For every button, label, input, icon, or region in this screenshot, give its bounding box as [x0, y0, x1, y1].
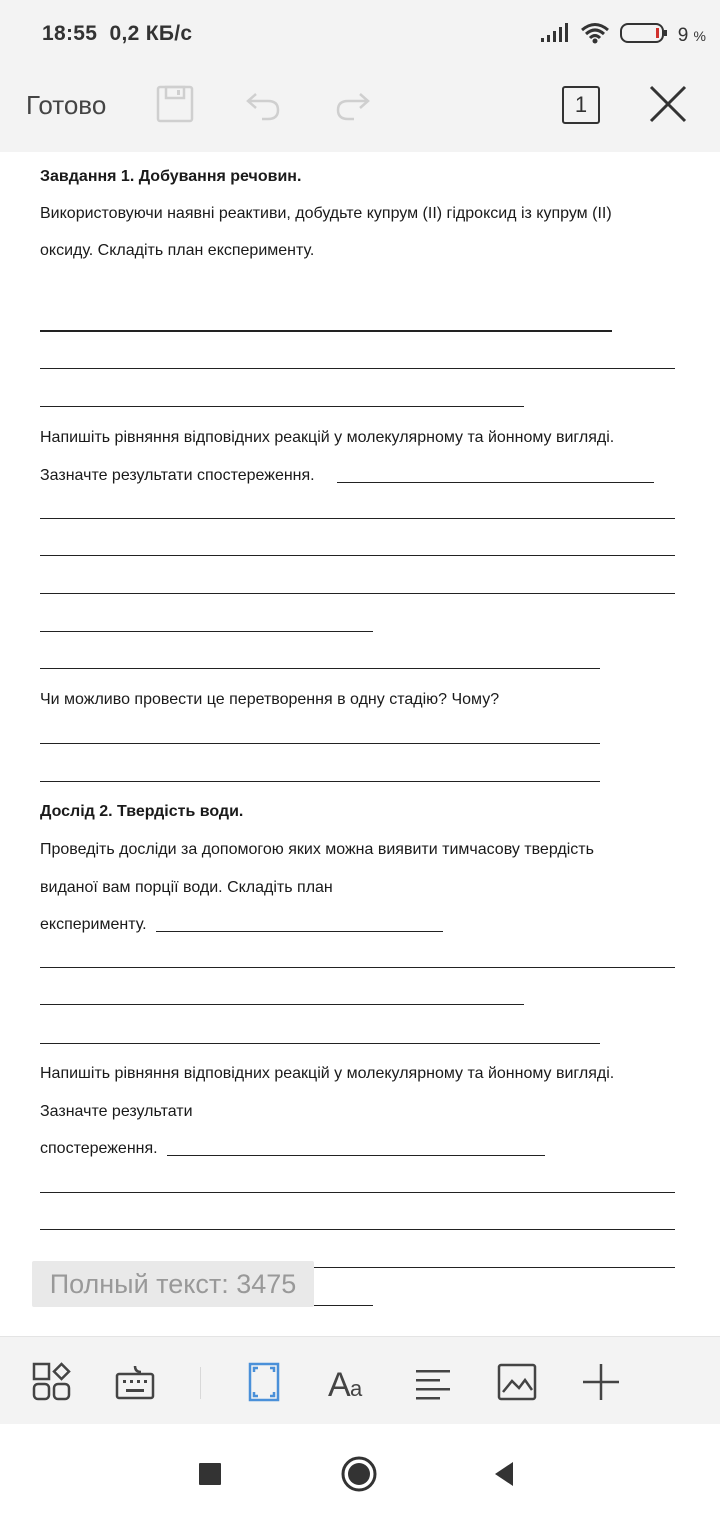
answer-line [40, 406, 524, 407]
svg-text:a: a [350, 1376, 363, 1401]
answer-line [337, 482, 654, 483]
status-bar [0, 0, 720, 70]
equations2-line1: Напишіть рівняння відповідних реакцій у молекулярному та йонному вигляді. [40, 1065, 615, 1082]
done-button[interactable]: Готово [26, 90, 107, 120]
experiment2-title: Дослід 2. Твердість води. [40, 803, 244, 820]
status-time-speed [42, 22, 192, 46]
battery-value: 9 [677, 24, 689, 46]
answer-line [156, 931, 443, 932]
battery-percent [678, 25, 706, 47]
experiment2-line1: Проведіть досліди за допомогою яких можна виявити тимчасову твердість [40, 841, 594, 858]
answer-line [40, 593, 675, 594]
keyboard-icon[interactable] [114, 1361, 156, 1403]
signal-icon [540, 23, 570, 48]
equations2-line2: Зазначте результати [40, 1103, 193, 1120]
answer-line [314, 1267, 675, 1268]
network-speed: 0,2 КБ/с [109, 22, 193, 45]
answer-line [40, 1192, 675, 1193]
top-toolbar [0, 70, 720, 153]
redo-icon[interactable] [330, 82, 374, 126]
undo-icon[interactable] [242, 82, 286, 126]
add-icon[interactable] [580, 1361, 622, 1403]
text-format-icon[interactable] [328, 1361, 370, 1403]
navigation-bar [0, 1424, 720, 1520]
image-icon[interactable] [496, 1361, 538, 1403]
back-icon[interactable] [486, 1454, 526, 1494]
status-icons [540, 22, 706, 49]
answer-line [40, 668, 600, 669]
paragraph-icon[interactable] [412, 1361, 454, 1403]
task1-text-line2: оксиду. Складіть план експерименту. [40, 242, 315, 259]
fit-page-icon[interactable] [243, 1361, 285, 1403]
battery-icon [620, 22, 668, 49]
wifi-icon [580, 22, 610, 49]
experiment2-line2: виданої вам порції води. Складіть план [40, 879, 333, 896]
toolbar-divider [200, 1367, 201, 1399]
equations1-line1: Напишіть рівняння відповідних реакцій у молекулярному та йонному вигляді. [40, 429, 615, 446]
answer-line [40, 1043, 600, 1044]
answer-line [40, 368, 675, 369]
equations1-line2: Зазначте результати спостереження. [40, 467, 315, 484]
answer-line [40, 967, 675, 968]
document-area[interactable] [0, 152, 720, 1336]
home-icon[interactable] [339, 1454, 379, 1494]
recent-apps-icon[interactable] [190, 1454, 230, 1494]
svg-text:A: A [328, 1366, 351, 1402]
close-icon[interactable] [646, 82, 690, 126]
answer-line [314, 1305, 373, 1306]
bottom-toolbar [0, 1336, 720, 1425]
save-icon[interactable] [153, 82, 197, 126]
answer-line [40, 781, 600, 782]
layout-icon[interactable] [31, 1361, 73, 1403]
answer-line [40, 743, 600, 744]
task1-text-line1: Використовуючи наявні реактиви, добудьте купрум (II) гідроксид із купрум (II) [40, 205, 612, 222]
answer-line [40, 1004, 524, 1005]
answer-line [40, 330, 612, 332]
experiment2-line3: експерименту. [40, 916, 147, 933]
answer-line [167, 1155, 545, 1156]
answer-line [40, 631, 373, 632]
answer-line [40, 1229, 675, 1230]
equations2-line3: спостереження. [40, 1140, 158, 1157]
full-text-count-badge[interactable]: Полный текст: 3475 [32, 1261, 314, 1307]
task1-title: Завдання 1. Добування речовин. [40, 168, 302, 185]
answer-line [40, 555, 675, 556]
page-count-button[interactable]: 1 [562, 86, 600, 124]
question-line: Чи можливо провести це перетворення в одну стадію? Чому? [40, 691, 500, 708]
battery-percent-sign: % [693, 27, 706, 44]
status-time: 18:55 [42, 22, 98, 45]
answer-line [40, 518, 675, 519]
